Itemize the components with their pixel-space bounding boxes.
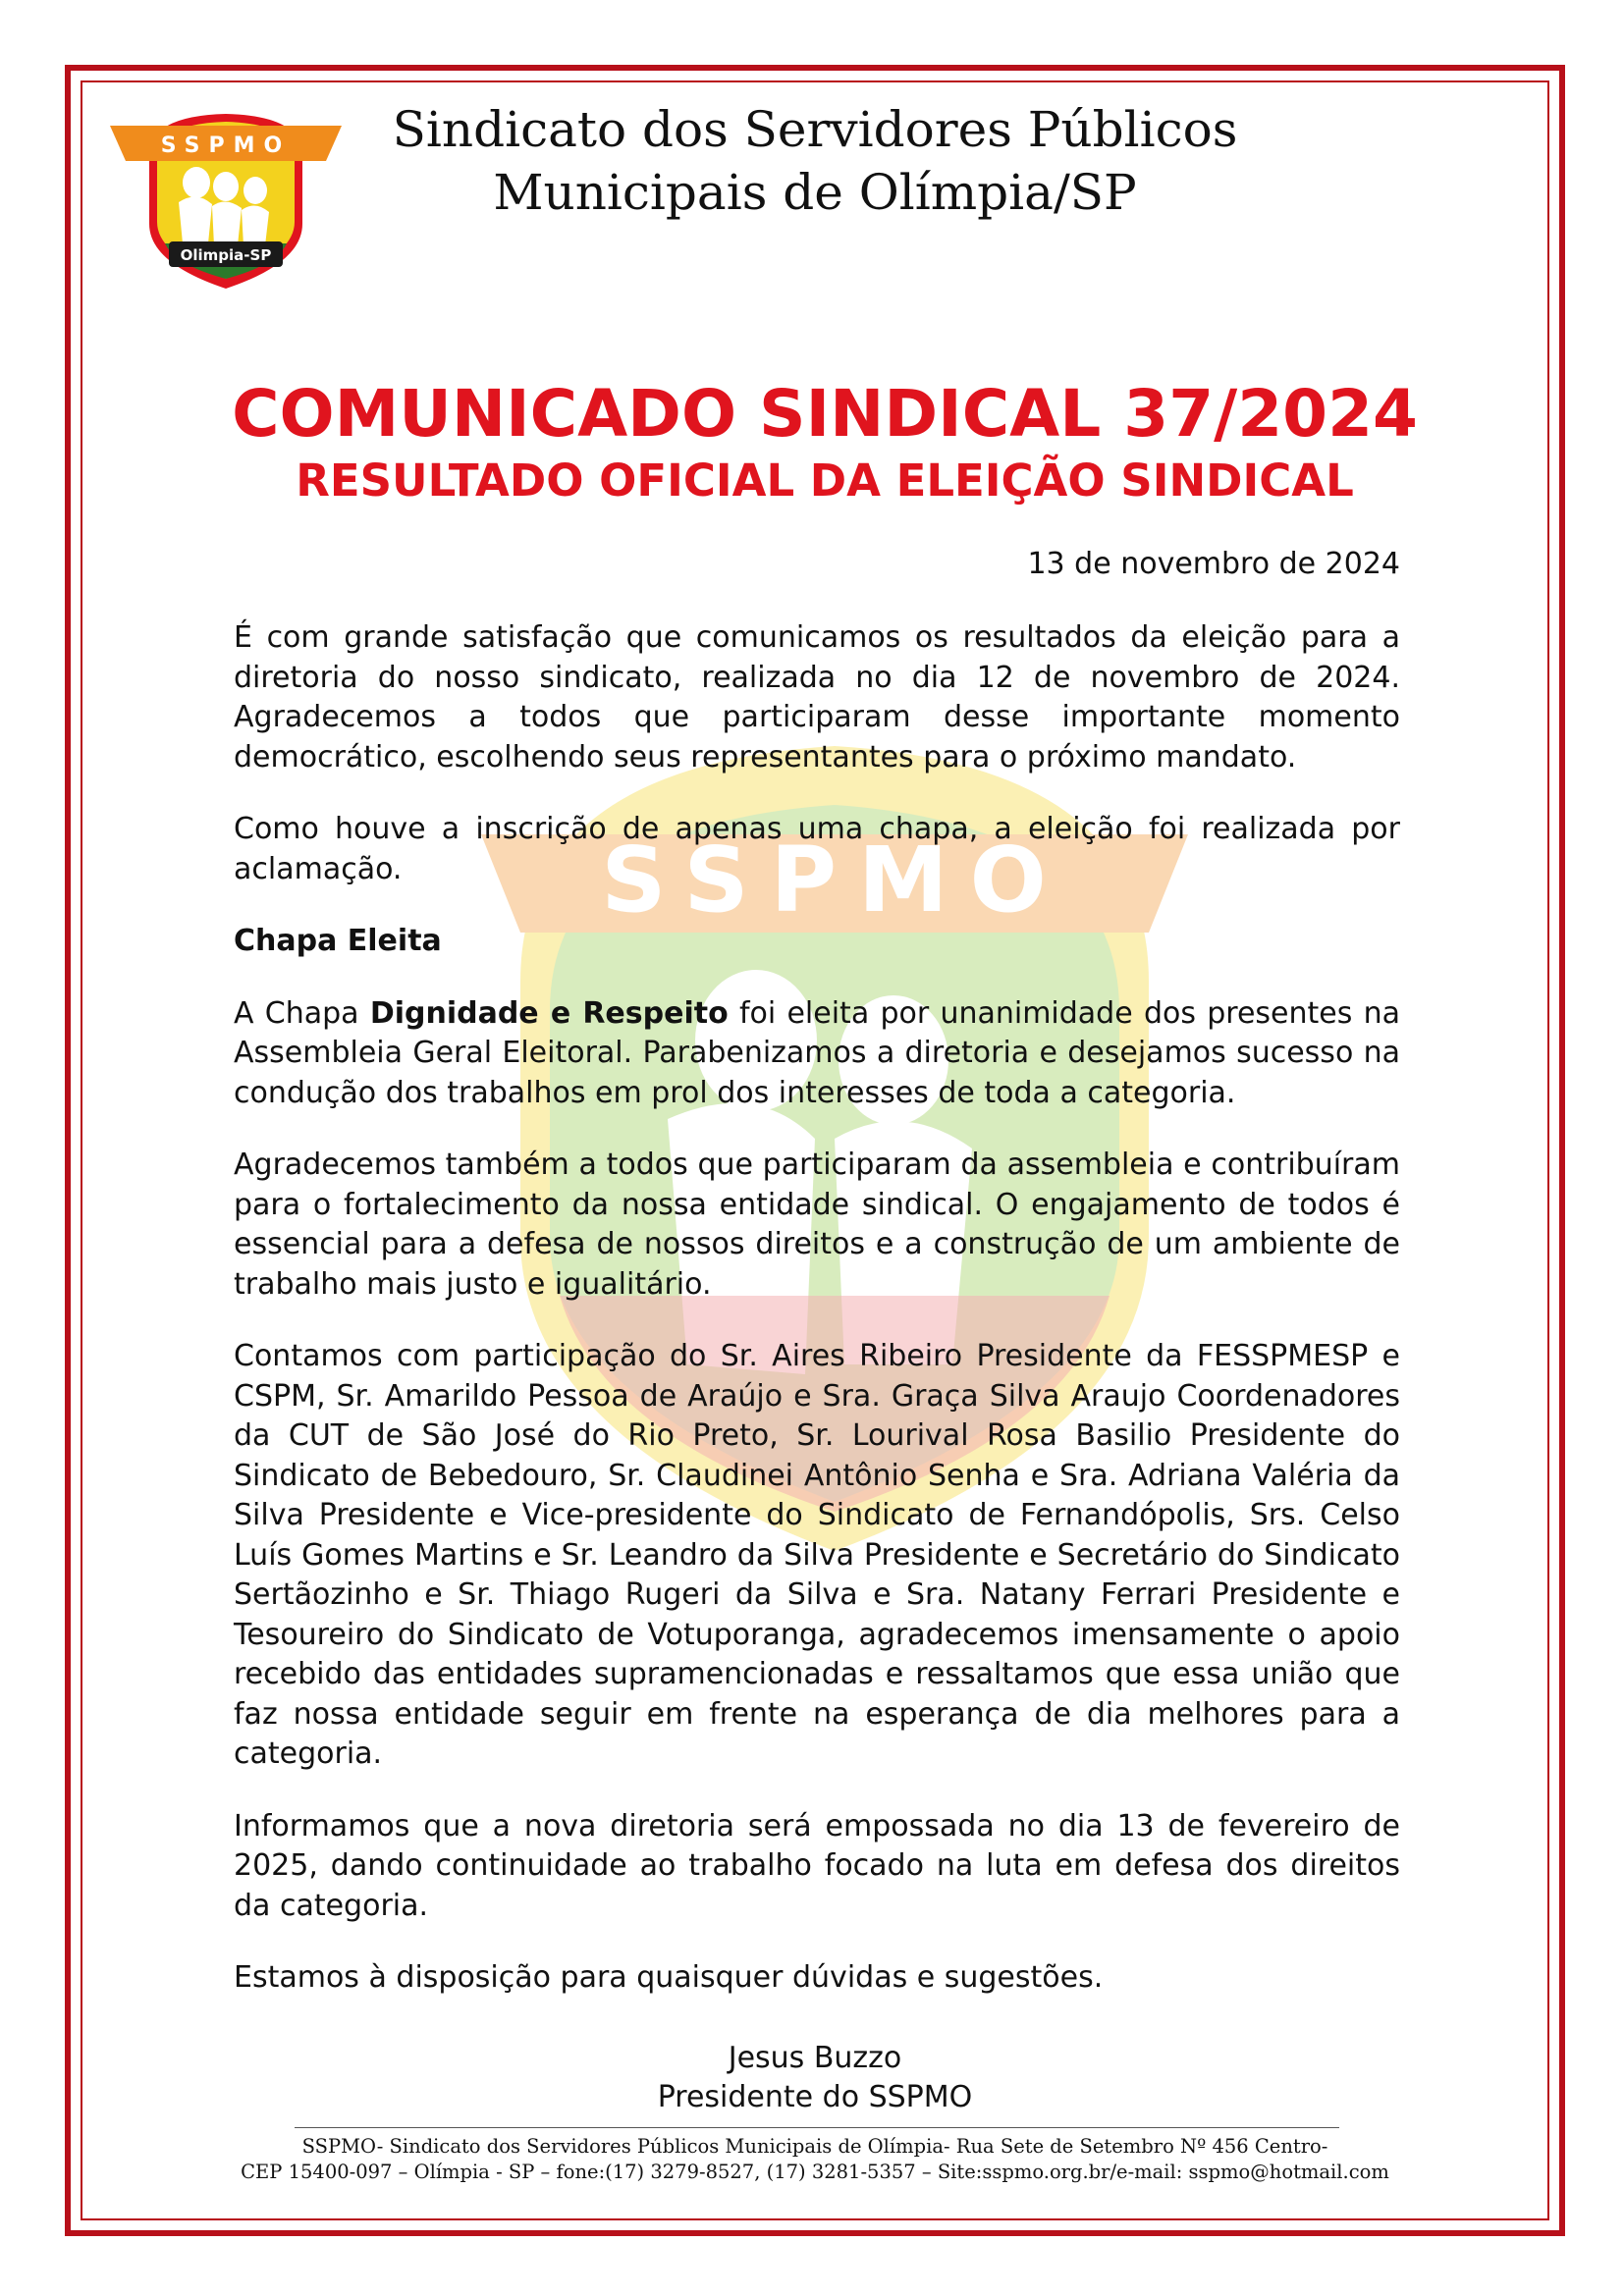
chapa-name: Dignidade e Respeito	[369, 995, 729, 1031]
signatory-name: Jesus Buzzo	[728, 2041, 902, 2075]
paragraph-acclamation: Como houve a inscrição de apenas uma chapa, a eleição foi realizada por aclamação.	[234, 812, 1400, 886]
p3-suffix: foi eleita por unanimidade dos presentes na Assembleia Geral Eleitoral. Parabenizamos a diretoria e desejamos sucesso na condução dos trabalhos em prol dos interesses de toda a categoria.	[234, 995, 1401, 1110]
footer-divider	[295, 2127, 1339, 2128]
sspmo-logo	[110, 96, 342, 293]
header-title-line2: Municipais de Olímpia/SP	[493, 164, 1137, 221]
signature-block	[491, 2039, 1139, 2117]
chapa-eleita-heading: Chapa Eleita	[234, 924, 442, 958]
communique-title: COMUNICADO SINDICAL 37/2024	[232, 376, 1418, 452]
union-name-header	[373, 98, 1257, 224]
communique-date: 13 de novembro de 2024	[1027, 547, 1400, 581]
logo-text: SSPMO	[160, 133, 292, 158]
paragraph-results-intro: É com grande satisfação que comunicamos os resultados da eleição para a diretoria do nosso sindicato, realizada no dia 12 de novembro de 2024. Agradecemos a todos que participaram desse importante momento democrático, escolhendo seus representantes para o próximo mandato.	[234, 620, 1400, 774]
footer-line2: CEP 15400-097 – Olímpia - SP – fone:(17) 3279-8527, (17) 3281-5357 – Site:sspmo.org.br/e-mail: sspmo@hotmail.com	[241, 2161, 1389, 2183]
paragraph-elected-slate	[234, 994, 1400, 1114]
header-title-line1: Sindicato dos Servidores Públicos	[392, 101, 1238, 158]
paragraph-participants: Contamos com participação do Sr. Aires Ribeiro Presidente da FESSPMESP e CSPM, Sr. Amarildo Pessoa de Araújo e Sra. Graça Silva Araujo Coordenadores da CUT de São José do Rio Preto, Sr. Lourival Rosa Basilio Presidente do Sindicato de Bebedouro, Sr. Claudinei Antônio Senha e Sra. Adriana Valéria da Silva Presidente e Vice-presidente do Sindicato de Fernandópolis, Srs. Celso Luís Gomes Martins e Sr. Leandro da Silva Presidente e Secretário do Sindicato Sertãozinho e Sr. Thiago Rugeri da Silva e Sra. Natany Ferrari Presidente e Tesoureiro do Sindicato de Votuporanga, agradecemos imensamente o apoio recebido das entidades supramencionadas e ressaltamos que essa união que faz nossa entidade seguir em frente na esperança de dia melhores para a categoria.	[234, 1339, 1400, 1771]
paragraph-inauguration: Informamos que a nova diretoria será empossada no dia 13 de fevereiro de 2025, dando continuidade ao trabalho focado na luta em defesa dos direitos da categoria.	[234, 1808, 1400, 1923]
section-heading-chapa-eleita	[234, 922, 1400, 962]
logo-subtext: Olimpia-SP	[180, 246, 272, 264]
p3-prefix: A Chapa	[234, 995, 370, 1031]
paragraph-thanks: Agradecemos também a todos que participaram da assembleia e contribuíram para o fortalecimento da nossa entidade sindical. O engajamento de todos é essencial para a defesa de nossos direitos e a construção de um ambiente de trabalho mais justo e igualitário.	[234, 1148, 1400, 1302]
paragraph-closing: Estamos à disposição para quaisquer dúvidas e sugestões.	[234, 1960, 1104, 1995]
footer-line1: SSPMO- Sindicato dos Servidores Públicos Municipais de Olímpia- Rua Sete de Setembro Nº 456 Centro-	[301, 2135, 1328, 2158]
communique-body	[234, 618, 1400, 2031]
communique-subtitle: RESULTADO OFICIAL DA ELEIÇÃO SINDICAL	[296, 454, 1354, 507]
footer-address	[226, 2134, 1404, 2185]
watermark-text: SSPMO	[601, 828, 1068, 933]
signatory-role: Presidente do SSPMO	[657, 2080, 973, 2114]
